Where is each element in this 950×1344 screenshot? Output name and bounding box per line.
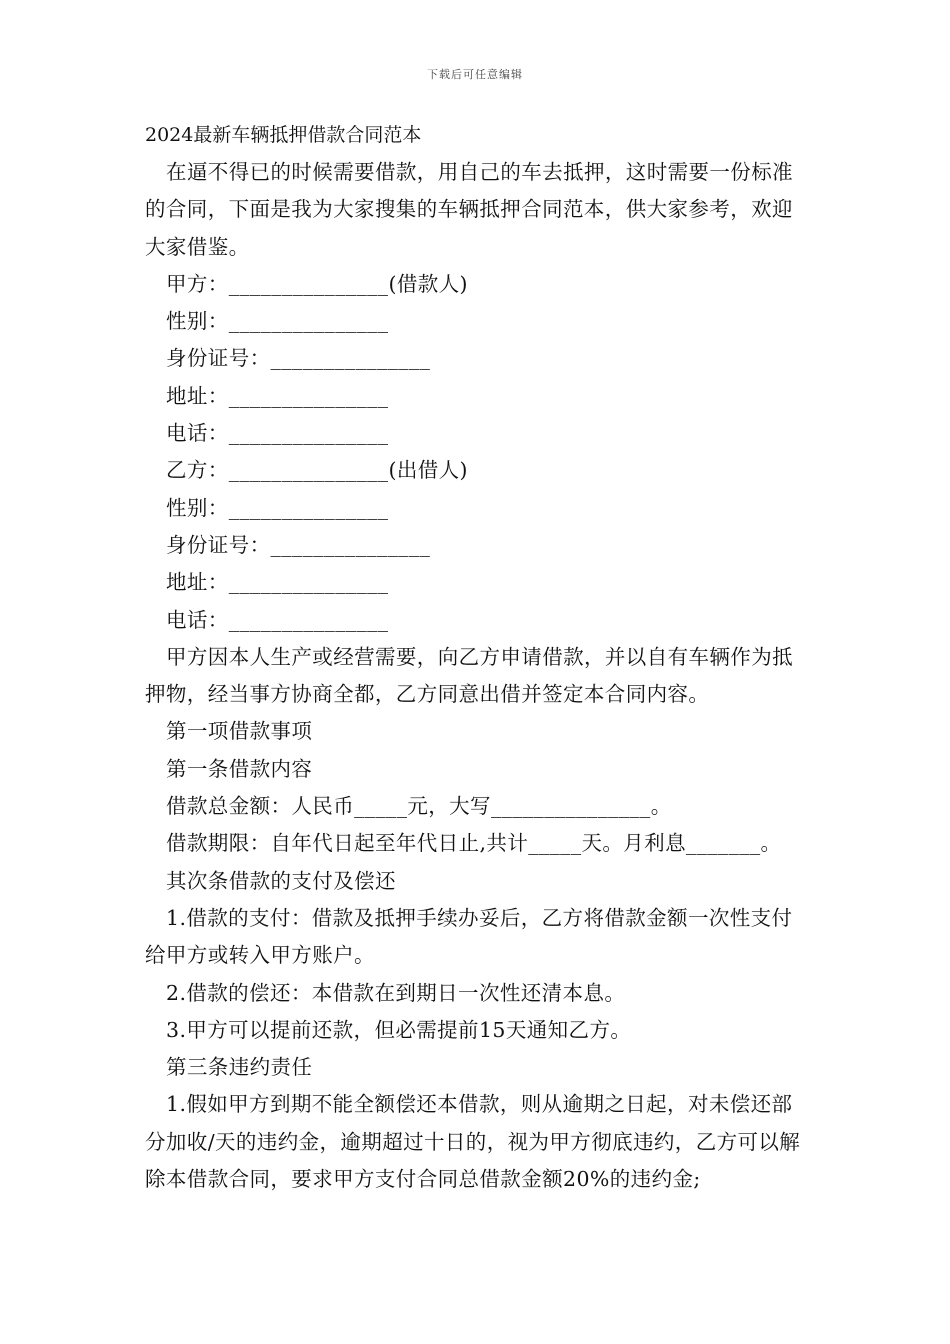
party-b-address-field: 地址：_______________ <box>166 570 389 595</box>
article-2-heading: 其次条借款的支付及偿还 <box>166 868 396 893</box>
party-b-id-field: 身份证号：_______________ <box>166 532 431 557</box>
page-header: 下载后可任意编辑 <box>427 68 523 81</box>
loan-amount-clause: 借款总金额：人民币_____元，大写_______________。 <box>166 794 672 819</box>
party-b-name-field: 乙方：_______________(出借人) <box>166 458 468 483</box>
loan-term-clause: 借款期限：自年代日起至年代日止,共计_____天。月利息_______。 <box>166 831 782 856</box>
party-a-id-field: 身份证号：_______________ <box>166 346 431 371</box>
article-1-heading: 第一条借款内容 <box>166 756 313 781</box>
party-a-address-field: 地址：_______________ <box>166 383 389 408</box>
party-b-phone-field: 电话：_______________ <box>166 607 389 632</box>
document-title: 2024最新车辆抵押借款合同范本 <box>145 124 422 146</box>
article-3-item: 1.假如甲方到期不能全额偿还本借款，则从逾期之日起，对未偿还部分加收/天的违约金，逾期超过十日的，视为甲方彻底违约，乙方可以解除本借款合同，要求甲方支付合同总借款金额20%的违约金; <box>145 1092 801 1192</box>
article-3-heading: 第三条违约责任 <box>166 1055 313 1080</box>
intro-paragraph: 在逼不得已的时候需要借款，用自己的车去抵押，这时需要一份标准的合同，下面是我为大家搜集的车辆抵押合同范本，供大家参考，欢迎大家借鉴。 <box>145 160 793 259</box>
document-body <box>145 120 810 1198</box>
party-b-gender-field: 性别：_______________ <box>166 495 389 520</box>
party-a-phone-field: 电话：_______________ <box>166 421 389 446</box>
article-2-item: 3.甲方可以提前还款，但必需提前15天通知乙方。 <box>166 1017 632 1042</box>
preamble-paragraph: 甲方因本人生产或经营需要，向乙方申请借款，并以自有车辆作为抵押物，经当事方协商全都，乙方同意出借并签定本合同内容。 <box>145 644 793 707</box>
section-1-heading: 第一项借款事项 <box>166 719 313 744</box>
article-2-item: 2.借款的偿还：本借款在到期日一次性还清本息。 <box>166 980 626 1005</box>
party-a-name-field: 甲方：_______________(借款人) <box>166 271 468 296</box>
article-2-item: 1.借款的支付：借款及抵押手续办妥后，乙方将借款金额一次性支付给甲方或转入甲方账户。 <box>145 905 793 968</box>
party-a-gender-field: 性别：_______________ <box>166 309 389 334</box>
